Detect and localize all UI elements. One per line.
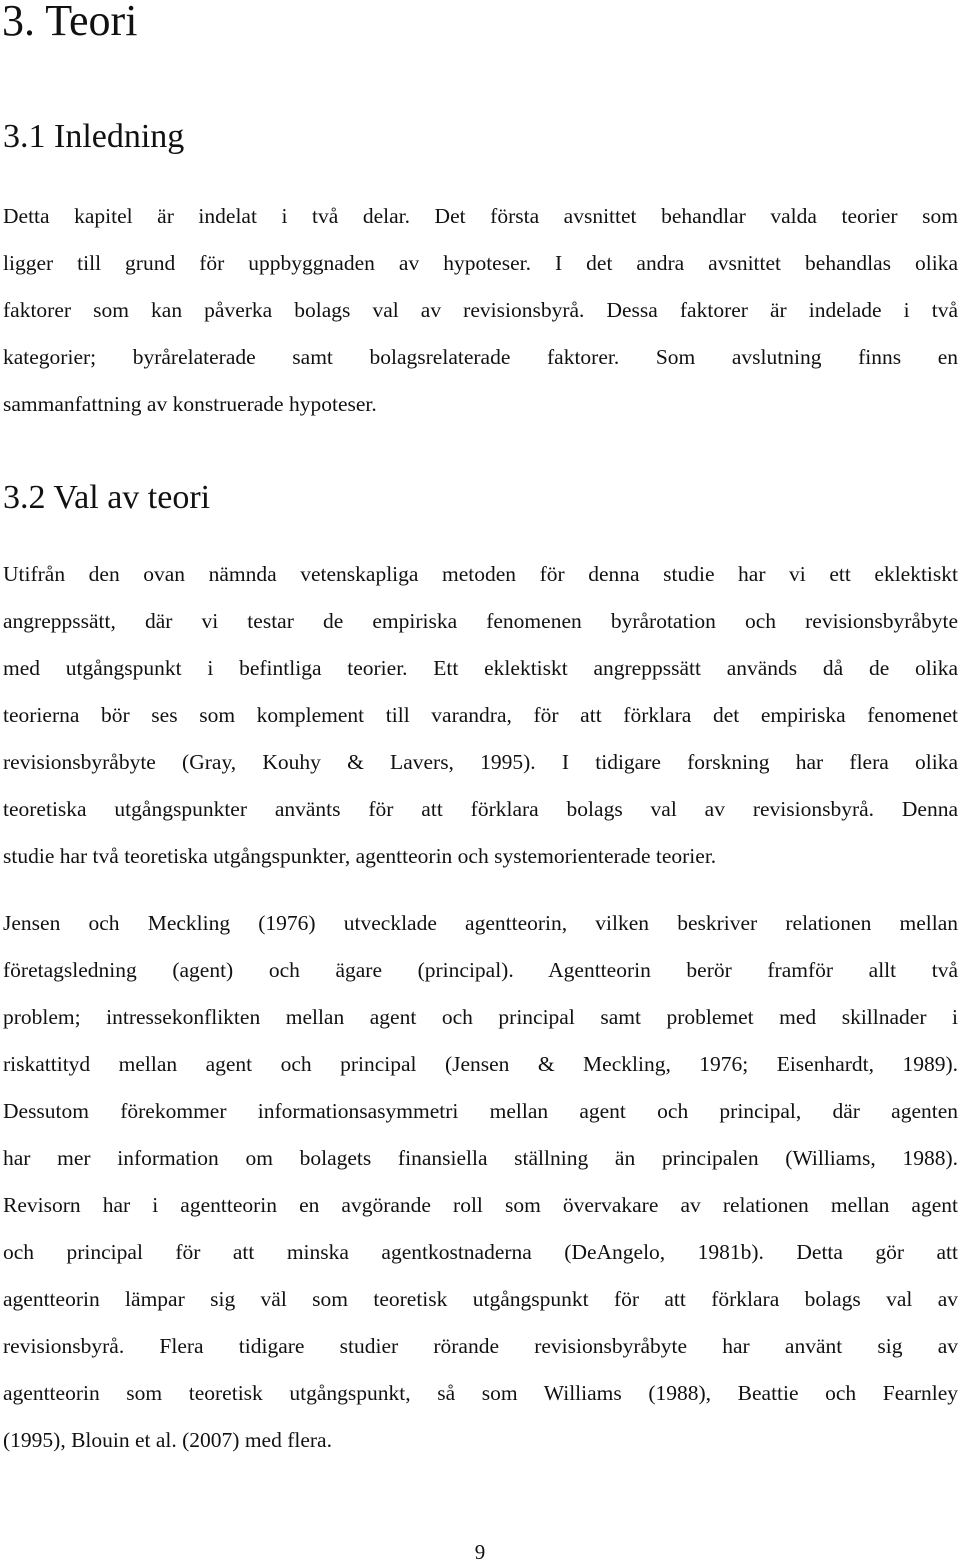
chapter-title: 3. Teori xyxy=(2,0,138,45)
paragraph-inledning xyxy=(3,193,958,428)
section-heading-inledning: 3.1 Inledning xyxy=(3,118,185,155)
paragraph-line: studie har två teoretiska utgångspunkter, agentteorin och systemorienterade teorier. xyxy=(3,844,717,868)
paragraph-line: teorierna bör ses som komplement till varandra, för att förklara det empiriska fenomenet xyxy=(3,703,958,727)
paragraph-line: revisionsbyrå. Flera tidigare studier rörande revisionsbyråbyte har använt sig av xyxy=(3,1334,958,1358)
paragraph-line: agentteorin som teoretisk utgångspunkt, så som Williams (1988), Beattie och Fearnley xyxy=(3,1381,958,1405)
paragraph-line: Detta kapitel är indelat i två delar. Det första avsnittet behandlar valda teorier som xyxy=(3,204,958,228)
paragraph-line: teoretiska utgångspunkter använts för att förklara bolags val av revisionsbyrå. Denna xyxy=(3,797,958,821)
paragraph-line: kategorier; byrårelaterade samt bolagsrelaterade faktorer. Som avslutning finns en xyxy=(3,345,958,369)
paragraph-line: problem; intressekonflikten mellan agent och principal samt problemet med skillnader i xyxy=(3,1005,958,1029)
paragraph-line: riskattityd mellan agent och principal (Jensen & Meckling, 1976; Eisenhardt, 1989). xyxy=(3,1052,958,1076)
paragraph-line: Jensen och Meckling (1976) utvecklade agentteorin, vilken beskriver relationen mellan xyxy=(3,911,958,935)
paragraph-agentteorin xyxy=(3,900,958,1464)
paragraph-line: företagsledning (agent) och ägare (principal). Agentteorin berör framför allt två xyxy=(3,958,958,982)
paragraph-line: Dessutom förekommer informationsasymmetri mellan agent och principal, där agenten xyxy=(3,1099,958,1123)
paragraph-line: ligger till grund för uppbyggnaden av hypoteser. I det andra avsnittet behandlas olika xyxy=(3,251,958,275)
section-heading-val-av-teori: 3.2 Val av teori xyxy=(3,479,211,516)
paragraph-line: och principal för att minska agentkostnaderna (DeAngelo, 1981b). Detta gör att xyxy=(3,1240,958,1264)
paragraph-line: revisionsbyråbyte (Gray, Kouhy & Lavers, 1995). I tidigare forskning har flera olika xyxy=(3,750,958,774)
paragraph-line: agentteorin lämpar sig väl som teoretisk utgångspunkt för att förklara bolags val av xyxy=(3,1287,958,1311)
paragraph-line: (1995), Blouin et al. (2007) med flera. xyxy=(3,1428,332,1452)
paragraph-line: sammanfattning av konstruerade hypoteser. xyxy=(3,392,377,416)
paragraph-line: med utgångspunkt i befintliga teorier. Ett eklektiskt angreppssätt används då de olika xyxy=(3,656,958,680)
paragraph-line: faktorer som kan påverka bolags val av revisionsbyrå. Dessa faktorer är indelade i två xyxy=(3,298,958,322)
page-number: 9 xyxy=(474,1540,486,1564)
paragraph-val-av-teori xyxy=(3,551,958,880)
paragraph-line: har mer information om bolagets finansiella ställning än principalen (Williams, 1988). xyxy=(3,1146,958,1170)
paragraph-line: angreppssätt, där vi testar de empiriska fenomenen byrårotation och revisionsbyråbyte xyxy=(3,609,958,633)
paragraph-line: Revisorn har i agentteorin en avgörande roll som övervakare av relationen mellan agent xyxy=(3,1193,958,1217)
paragraph-line: Utifrån den ovan nämnda vetenskapliga metoden för denna studie har vi ett eklektiskt xyxy=(3,562,958,586)
